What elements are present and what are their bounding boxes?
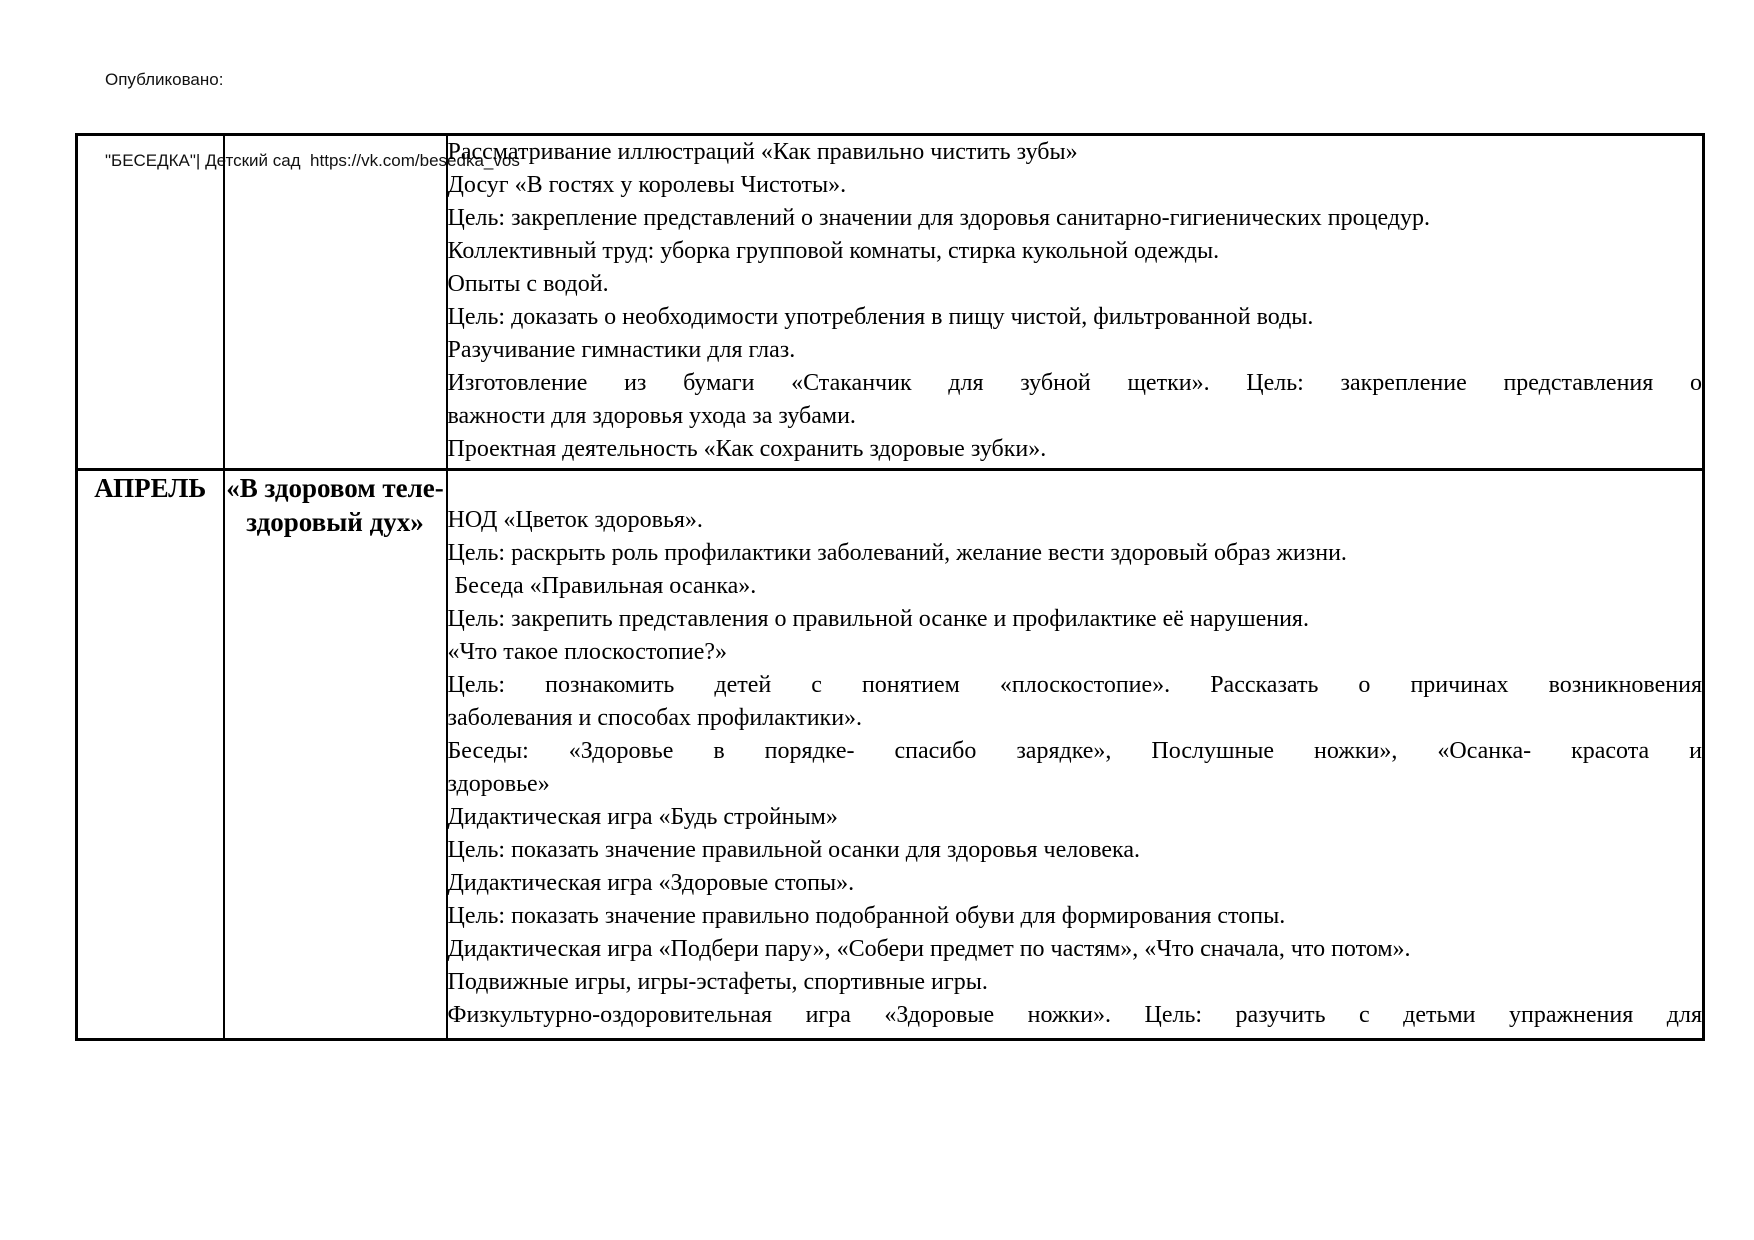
activity-line: Дидактическая игра «Подбери пару», «Собери предмет по частям», «Что сначала, что потом». (447, 936, 1411, 962)
table-row (77, 135, 1704, 470)
activity-line: Подвижные игры, игры-эстафеты, спортивные игры. (447, 969, 988, 995)
activity-line: Беседа «Правильная осанка». (454, 573, 757, 599)
activity-line: Физкультурно-оздоровительная игра «Здоровые ножки». Цель: разучить с детьми упражнения для (447, 1002, 1702, 1028)
activity-line: Цель: закрепление представлений о значении для здоровья санитарно-гигиенических процедур. (447, 205, 1431, 231)
theme-cell: «В здоровом теле-здоровый дух» (224, 470, 447, 1040)
plan-table (75, 133, 1705, 1041)
activity-line: Опыты с водой. (447, 271, 609, 297)
activity-line: Проектная деятельность «Как сохранить здоровые зубки». (447, 436, 1047, 462)
theme-cell (224, 135, 447, 470)
source-line: "БЕСЕДКА"| Детский сад https://vk.com/besedka_vos (105, 151, 520, 170)
activities-cell (447, 135, 1704, 470)
published-label: Опубликовано: (105, 70, 224, 89)
activity-line: Разучивание гимнастики для глаз. (447, 337, 796, 363)
activity-line: Дидактическая игра «Здоровые стопы». (447, 870, 855, 896)
activity-line: Цель: познакомить детей с понятием «плоскостопие». Рассказать о причинах возникновения (447, 672, 1702, 698)
activity-line: Цель: закрепить представления о правильной осанке и профилактике её нарушения. (447, 606, 1309, 632)
month-cell: АПРЕЛЬ (77, 470, 224, 1040)
activity-line: здоровье» (447, 771, 550, 797)
activity-line: Беседы: «Здоровье в порядке- спасибо зарядке», Послушные ножки», «Осанка- красота и (447, 738, 1702, 764)
activities-cell (447, 470, 1704, 1040)
activity-line: Рассматривание иллюстраций «Как правильно чистить зубы» (447, 139, 1078, 165)
activity-line: Цель: показать значение правильной осанки для здоровья человека. (447, 837, 1141, 863)
activity-line: Цель: раскрыть роль профилактики заболеваний, желание вести здоровый образ жизни. (447, 540, 1347, 566)
activity-line: НОД «Цветок здоровья». (447, 507, 703, 533)
activity-line: Дидактическая игра «Будь стройным» (447, 804, 838, 830)
activity-line: Цель: показать значение правильно подобранной обуви для формирования стопы. (447, 903, 1286, 929)
activity-line: заболевания и способах профилактики». (447, 705, 863, 731)
activity-line: «Что такое плоскостопие?» (447, 639, 728, 665)
activity-line: важности для здоровья ухода за зубами. (447, 403, 856, 429)
activity-line: Коллективный труд: уборка групповой комнаты, стирка кукольной одежды. (447, 238, 1220, 264)
table-row (77, 470, 1704, 1040)
activity-line: Досуг «В гостях у королевы Чистоты». (447, 172, 847, 198)
activity-line: Изготовление из бумаги «Стаканчик для зубной щетки». Цель: закрепление представления о (447, 370, 1702, 396)
activity-line: Цель: доказать о необходимости употребления в пищу чистой, фильтрованной воды. (447, 304, 1314, 330)
activity-line (448, 471, 1703, 504)
month-cell (77, 135, 224, 470)
